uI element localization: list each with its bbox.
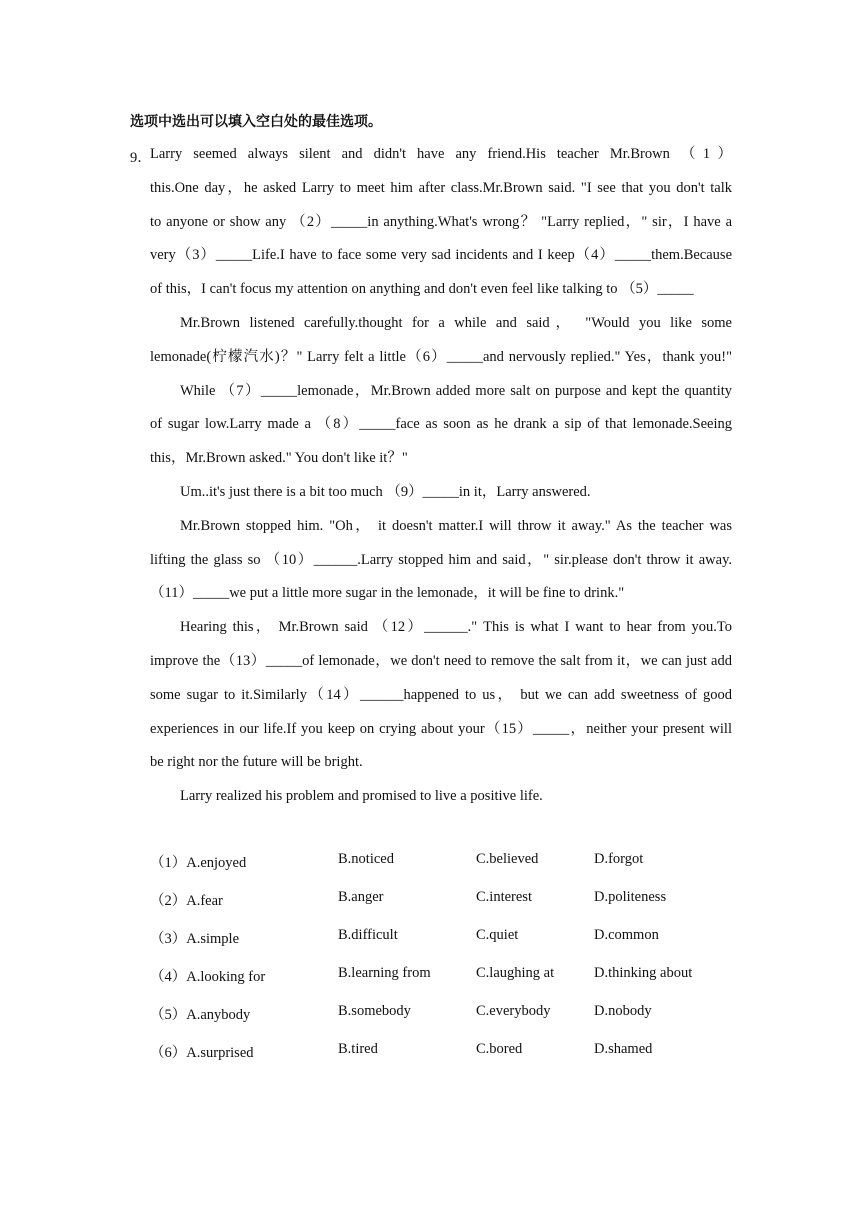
option-row [150,1003,750,1041]
option-c: C.quiet [476,927,519,944]
instruction-text: 选项中选出可以填入空白处的最佳选项。 [130,114,382,130]
passage-line: While （7）_____lemonade，Mr.Brown added more salt on purpose and kept the quantity [180,382,732,399]
option-d: D.forgot [594,851,644,867]
option-c: C.laughing at [476,965,555,982]
option-a: （3）A.simple [150,931,240,948]
option-row [150,965,750,1003]
option-row [150,889,750,927]
option-a: （4）A.looking for [150,969,266,986]
passage-line: some sugar to it.Similarly（14）______happened to us， but we can add sweetness of good [150,686,732,703]
option-row [150,851,750,889]
passage-line: improve the（13）_____of lemonade，we don't need to remove the salt from it，we can just add [150,652,732,669]
option-a: （6）A.surprised [150,1045,254,1062]
option-d: D.common [594,927,659,944]
passage-line: lemonade(柠檬汽水)？" Larry felt a little（6）_____and nervously replied." Yes，thank you!" [150,348,732,365]
option-d: D.thinking about [594,965,693,982]
passage-line: Mr.Brown stopped him. "Oh， it doesn't matter.I will throw it away." As the teacher was [180,517,732,534]
option-c: C.interest [476,889,532,906]
passage-line: lifting the glass so （10）______.Larry stopped him and said，" sir.please don't throw it away. [150,551,732,568]
option-b: B.noticed [338,851,394,867]
passage-line: Larry realized his problem and promised to live a positive life. [180,788,543,805]
option-b: B.somebody [338,1003,411,1020]
passage-line: Hearing this， Mr.Brown said （12）______." This is what I want to hear from you.To [180,619,732,636]
cloze-passage [150,138,732,814]
option-row [150,927,750,965]
option-b: B.learning from [338,965,431,982]
option-d: D.shamed [594,1041,653,1058]
passage-line: very（3）_____Life.I have to face some very sad incidents and I keep（4）_____them.Because [150,247,732,264]
passage-line: to anyone or show any （2）_____in anything.What's wrong？ "Larry replied，" sir，I have a [150,213,732,230]
option-d: D.nobody [594,1003,652,1020]
option-b: B.anger [338,889,384,906]
question-number: 9． [130,150,152,166]
option-c: C.believed [476,851,539,867]
option-c: C.bored [476,1041,523,1058]
passage-line: Mr.Brown listened carefully.thought for a while and said， "Would you like some [180,314,732,331]
option-a: （5）A.anybody [150,1007,251,1024]
passage-line: of this，I can't focus my attention on anything and don't even feel like talking to （5）_____ [150,281,694,298]
option-a: （1）A.enjoyed [150,855,247,871]
answer-options [150,851,750,1080]
option-a: （2）A.fear [150,893,223,910]
option-row [150,1041,750,1079]
option-b: B.difficult [338,927,398,944]
passage-line: be right nor the future will be bright. [150,754,363,771]
passage-line: Um..it's just there is a bit too much （9）_____in it，Larry answered. [180,483,591,500]
passage-line: this，Mr.Brown asked." You don't like it？" [150,450,408,467]
passage-line: Larry seemed always silent and didn't have any friend.His teacher Mr.Brown （1） [150,146,732,162]
option-c: C.everybody [476,1003,551,1020]
passage-line: this.One day，he asked Larry to meet him after class.Mr.Brown said. "I see that you don't talk [150,179,732,196]
passage-line: （11）_____we put a little more sugar in the lemonade，it will be fine to drink." [150,585,625,602]
option-d: D.politeness [594,889,667,906]
option-b: B.tired [338,1041,378,1058]
passage-line: experiences in our life.If you keep on crying about your（15）_____，neither your present will [150,720,732,737]
passage-line: of sugar low.Larry made a （8）_____face as soon as he drank a sip of that lemonade.Seeing [150,416,732,433]
